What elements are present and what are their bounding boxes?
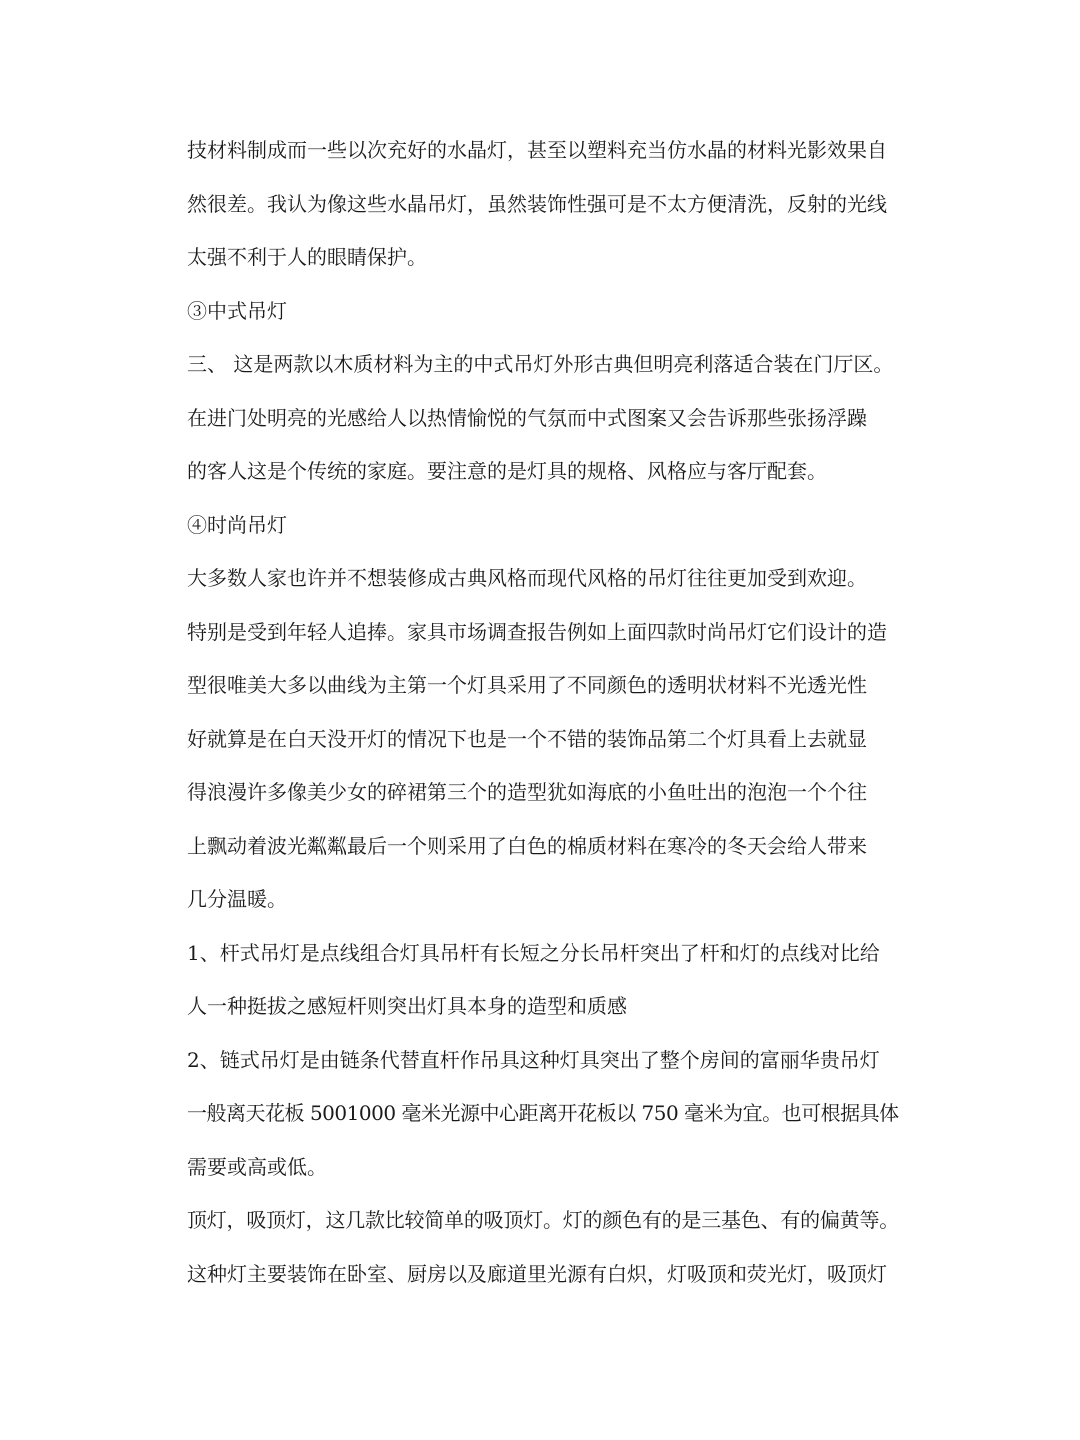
text-line: 一般离天花板 5001000 毫米光源中心距离开花板以 750 毫米为宜。也可根据具体 bbox=[187, 1101, 899, 1125]
text-line: 得浪漫许多像美少女的碎裙第三个的造型犹如海底的小鱼吐出的泡泡一个个往 bbox=[187, 780, 867, 804]
text-line: 在进门处明亮的光感给人以热情愉悦的气氛而中式图案又会告诉那些张扬浮躁 bbox=[187, 405, 867, 430]
text-line: 特别是受到年轻人追捧。家具市场调查报告例如上面四款时尚吊灯它们设计的造 bbox=[187, 619, 887, 644]
text-line: ④时尚吊灯 bbox=[187, 512, 287, 537]
text-line: 三、 这是两款以木质材料为主的中式吊灯外形古典但明亮利落适合装在门厅区。 bbox=[187, 352, 894, 376]
text-line: 太强不利于人的眼睛保护。 bbox=[187, 245, 427, 269]
text-line: 技材料制成而一些以次充好的水晶灯，甚至以塑料充当仿水晶的材料光影效果自 bbox=[187, 138, 887, 162]
text-line: 1、杆式吊灯是点线组合灯具吊杆有长短之分长吊杆突出了杆和灯的点线对比给 bbox=[187, 940, 880, 965]
text-line: 人一种挺拔之感短杆则突出灯具本身的造型和质感 bbox=[187, 994, 627, 1018]
text-line: 顶灯，吸顶灯，这几款比较简单的吸顶灯。灯的颜色有的是三基色、有的偏黄等。 bbox=[187, 1208, 899, 1232]
text-line: 的客人这是个传统的家庭。要注意的是灯具的规格、风格应与客厅配套。 bbox=[187, 459, 827, 483]
text-line: 需要或高或低。 bbox=[187, 1154, 327, 1179]
document-body bbox=[187, 124, 899, 1301]
text-line: 大多数人家也许并不想装修成古典风格而现代风格的吊灯往往更加受到欢迎。 bbox=[187, 566, 867, 590]
text-line: 上飘动着波光粼粼最后一个则采用了白色的棉质材料在寒冷的冬天会给人带来 bbox=[187, 833, 867, 858]
text-line: 然很差。我认为像这些水晶吊灯，虽然装饰性强可是不太方便清洗，反射的光线 bbox=[187, 191, 887, 216]
text-line: 好就算是在白天没开灯的情况下也是一个不错的装饰品第二个灯具看上去就显 bbox=[187, 726, 867, 751]
text-line: 2、链式吊灯是由链条代替直杆作吊具这种灯具突出了整个房间的富丽华贵吊灯 bbox=[187, 1047, 880, 1072]
text-line: 几分温暖。 bbox=[187, 887, 287, 911]
text-line: 这种灯主要装饰在卧室、厨房以及廊道里光源有白炽，灯吸顶和荧光灯，吸顶灯 bbox=[187, 1261, 887, 1286]
text-line: 型很唯美大多以曲线为主第一个灯具采用了不同颜色的透明状材料不光透光性 bbox=[187, 673, 867, 697]
text-line: ③中式吊灯 bbox=[187, 298, 287, 323]
